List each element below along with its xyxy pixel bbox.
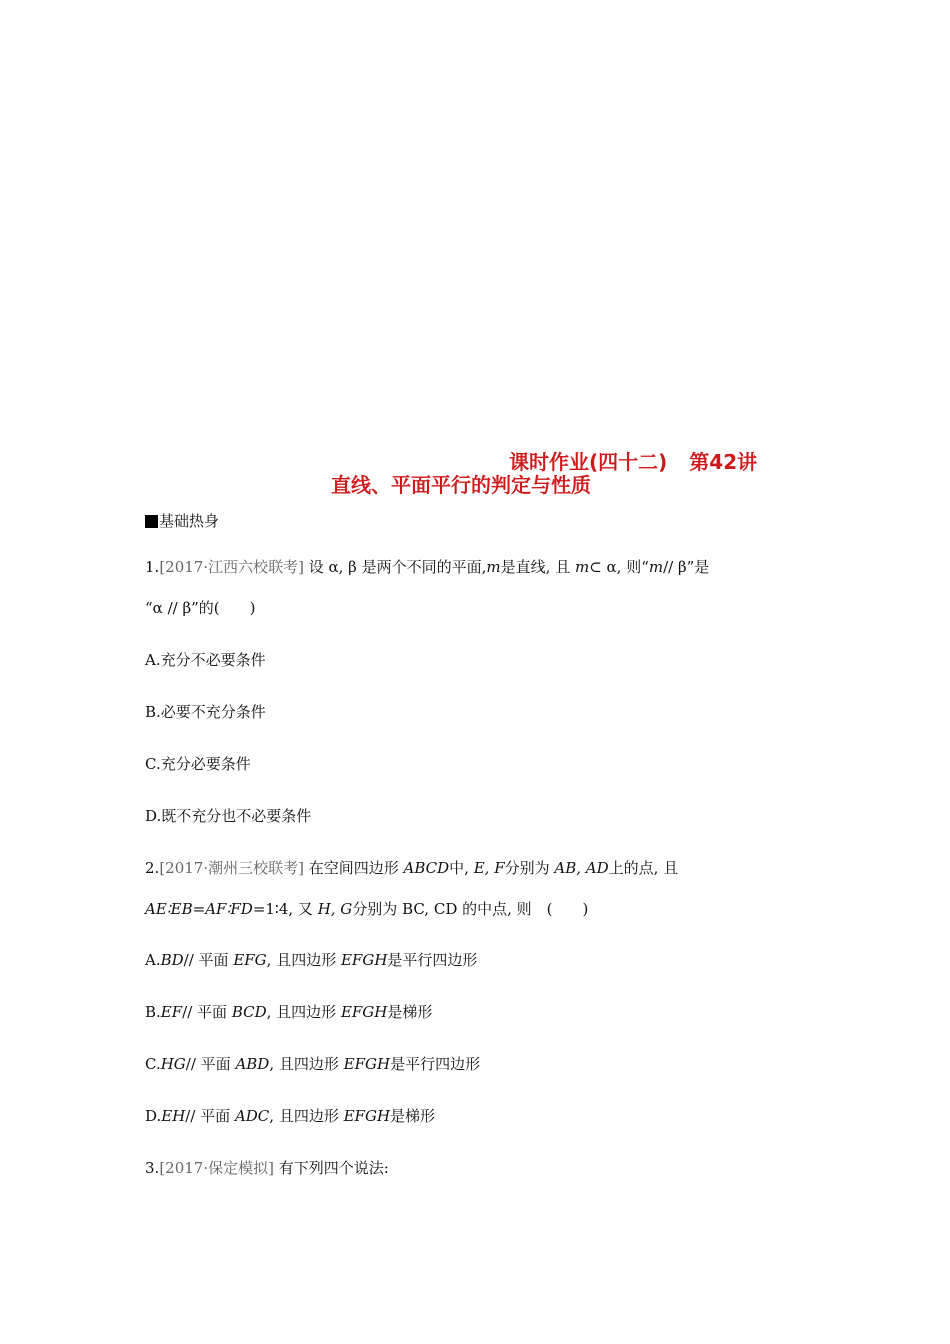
question-text: ⊂ α, 则“ (589, 558, 649, 576)
question-3-line-1 (145, 1157, 389, 1179)
question-text: 分别为 (504, 859, 555, 877)
option-text: // 平面 (185, 1055, 236, 1073)
question-1-option-a: A.充分不必要条件 (145, 651, 266, 669)
option-text: 是平行四边形 (390, 1055, 481, 1073)
section-heading (145, 510, 219, 532)
math-var: EFGH (343, 1107, 391, 1125)
title-chapter: 第42讲 (689, 450, 758, 474)
math-var: BCD (231, 1003, 267, 1021)
math-var: HG (160, 1055, 186, 1073)
question-1-option-c: C.充分必要条件 (145, 755, 251, 773)
question-number: 3. (145, 1159, 160, 1177)
math-var: m (486, 558, 501, 576)
option-prefix: B. (145, 1003, 161, 1021)
question-text: 分别为 BC, CD 的中点, 则 ( ) (352, 900, 589, 918)
question-1-line-1 (145, 556, 709, 578)
question-2-option-c (145, 1053, 480, 1075)
page-title (509, 450, 757, 474)
option-prefix: D. (145, 1107, 162, 1125)
section-label: 基础热身 (159, 512, 220, 530)
math-var: H, G (317, 900, 353, 918)
math-var: m (648, 558, 664, 576)
question-source: [2017·潮州三校联考] (159, 859, 304, 877)
math-var: EFG (233, 951, 267, 969)
math-var: ADC (234, 1107, 270, 1125)
math-var: EFGH (340, 951, 388, 969)
question-source: [2017·保定模拟] (159, 1159, 274, 1177)
option-text: , 且四边形 (266, 951, 341, 969)
question-text: 有下列四个说法: (278, 1159, 389, 1177)
question-text: =1∶4, 又 (252, 900, 318, 918)
option-text: // 平面 (182, 1003, 232, 1021)
option-text: // 平面 (183, 951, 234, 969)
question-text: 在空间四边形 (308, 859, 404, 877)
question-2-option-b (145, 1001, 432, 1023)
option-text: 是梯形 (390, 1107, 436, 1125)
question-source: [2017·江西六校联考] (159, 558, 304, 576)
question-2-option-a (145, 949, 477, 971)
math-expression: AE∶EB=AF∶FD (145, 900, 253, 918)
question-1-option-d: D.既不充分也不必要条件 (145, 807, 312, 825)
question-text: 上的点, 且 (608, 859, 679, 877)
question-1-option-b: B.必要不充分条件 (145, 703, 266, 721)
math-var: AB, AD (554, 859, 609, 877)
question-1-line-2: “α // β”的( ) (145, 599, 256, 617)
option-text: // 平面 (185, 1107, 235, 1125)
page-subtitle: 直线、平面平行的判定与性质 (331, 473, 591, 497)
title-lesson: 课时作业(四十二) (509, 450, 668, 474)
question-number: 1. (145, 558, 160, 576)
square-bullet-icon (145, 515, 158, 528)
math-var: m (574, 558, 590, 576)
question-text: 中, (449, 859, 474, 877)
question-2-line-2 (145, 898, 588, 920)
question-text: 是直线, 且 (500, 558, 575, 576)
math-var: ABD (235, 1055, 270, 1073)
math-var: E, F (473, 859, 505, 877)
question-text: 设 α, β 是两个不同的平面, (308, 558, 487, 576)
math-var: ABCD (403, 859, 450, 877)
option-prefix: A. (145, 951, 161, 969)
option-text: , 且四边形 (266, 1003, 341, 1021)
option-text: 是梯形 (387, 1003, 433, 1021)
math-var: EFGH (343, 1055, 391, 1073)
question-2-line-1 (145, 857, 678, 879)
math-var: EH (161, 1107, 186, 1125)
question-number: 2. (145, 859, 160, 877)
option-prefix: C. (145, 1055, 161, 1073)
option-text: 是平行四边形 (387, 951, 478, 969)
math-var: EF (160, 1003, 183, 1021)
option-text: , 且四边形 (269, 1055, 344, 1073)
math-var: EFGH (340, 1003, 388, 1021)
question-2-option-d (145, 1105, 435, 1127)
option-text: , 且四边形 (269, 1107, 344, 1125)
math-var: BD (160, 951, 184, 969)
question-text: // β”是 (663, 558, 710, 576)
